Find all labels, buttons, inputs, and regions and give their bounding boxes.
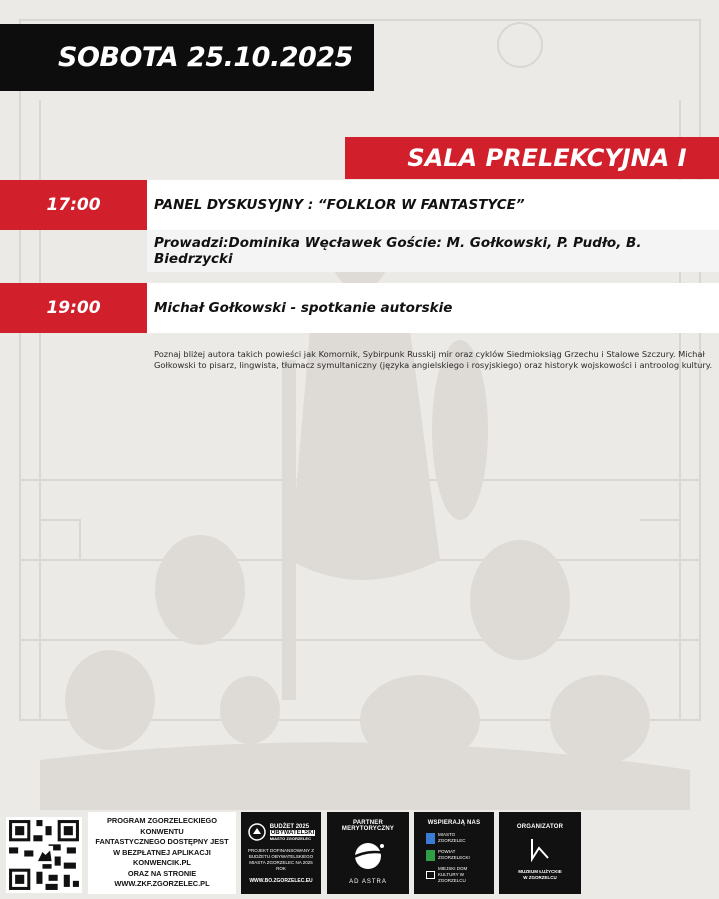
partner-name: AD ASTRA xyxy=(349,879,387,885)
supporter-name: MIEJSKI DOM KULTURY W ZGORZELCU xyxy=(438,866,468,883)
partner-caption: PARTNER MERYTORYCZNY xyxy=(341,820,395,832)
event-time: 17:00 xyxy=(0,180,147,230)
budget-url[interactable]: WWW.BO.ZGORZELEC.EU xyxy=(249,878,313,884)
organizer-logo-box xyxy=(499,812,581,894)
info-link[interactable]: WWW.ZKF.ZGORZELEC.PL xyxy=(114,879,210,889)
supporters-caption: WSPIERAJĄ NAS xyxy=(427,820,481,826)
coat-of-arms-icon xyxy=(426,833,435,844)
info-line: FANTASTYCZNEGO DOSTĘPNY JEST xyxy=(95,837,229,847)
budget-line: BUDŻET 2025 xyxy=(269,823,310,830)
budget-note: PROJEKT DOFINANSOWANY Z BUDŻETU OBYWATELSKIEGO MIASTA ZGORZELEC NA 2025 ROK xyxy=(248,848,314,871)
ad-astra-logo-icon xyxy=(346,836,390,874)
organizer-name: MUZEUM ŁUŻYCKIE W ZGORZELCU xyxy=(518,869,562,880)
budget-line: OBYWATELSKI xyxy=(270,829,315,836)
supporter-name: MIASTO ZGORZELEC xyxy=(438,832,466,843)
museum-logo-icon xyxy=(527,836,553,862)
building-icon xyxy=(426,871,435,879)
event-time: 19:00 xyxy=(0,283,147,333)
info-line: ORAZ NA STRONIE xyxy=(127,868,197,878)
event-title: Michał Gołkowski - spotkanie autorskie xyxy=(147,283,719,333)
app-info-box xyxy=(88,812,236,894)
room-banner: SALA PRELEKCYJNA I xyxy=(345,137,719,179)
supporters-logo-box xyxy=(414,812,494,894)
budget-logo-box xyxy=(241,812,321,894)
supporter-name: POWIAT ZGORZELECKI xyxy=(438,849,470,860)
info-link[interactable]: KONWENCIK.PL xyxy=(133,858,191,868)
coat-of-arms-icon xyxy=(426,850,435,861)
budget-line: MIASTO ZGORZELEC xyxy=(269,835,311,841)
partner-logo-box xyxy=(327,812,409,894)
qr-code-icon[interactable] xyxy=(6,817,82,893)
event-title: PANEL DYSKUSYJNY : “FOLKLOR W FANTASTYCE” xyxy=(147,180,719,230)
schedule-row xyxy=(0,283,719,333)
info-line: PROGRAM ZGORZELECKIEGO KONWENTU xyxy=(106,816,218,836)
organizer-caption: ORGANIZATOR xyxy=(516,824,564,830)
schedule-row xyxy=(0,180,719,230)
event-hosts: Prowadzi:Dominika Węcławek Goście: M. Gołkowski, P. Pudło, B. Biedrzycki xyxy=(147,230,719,272)
date-banner: SOBOTA 25.10.2025 xyxy=(0,24,374,91)
event-description: Poznaj bliżej autora takich powieści jak Komornik, Sybirpunk Russkij mir oraz cyklów Siedmioksiąg Grzechu i Stalowe Szczury. Michał Gołkowski to pisarz, lingwista, tłumacz symultaniczny (języka angielskiego i rosyjskiego) oraz historyk wojskowości i antroolog kultury. xyxy=(154,349,713,370)
city-emblem-icon xyxy=(247,822,267,842)
info-line: W BEZPŁATNEJ APLIKACJI xyxy=(113,847,211,857)
